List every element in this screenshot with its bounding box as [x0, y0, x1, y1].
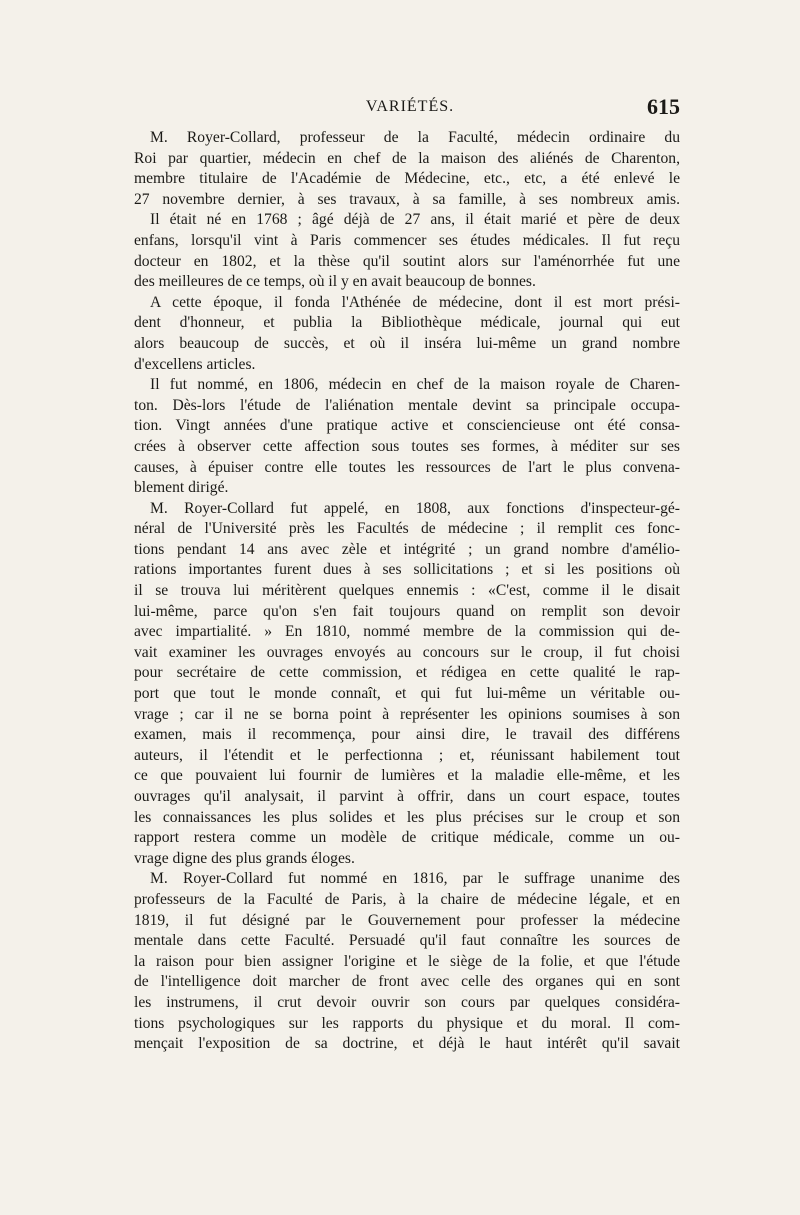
- text-line: ton. Dès-lors l'étude de l'aliénation mentale devint sa principale occupa-: [134, 396, 680, 414]
- text-line: pour secrétaire de cette commission, et rédigea en cette qualité le rap-: [134, 664, 680, 682]
- text-line: les instrumens, il crut devoir ouvrir son cours par quelques considéra-: [134, 993, 680, 1011]
- text-line: 1819, il fut désigné par le Gouvernement pour professer la médecine: [134, 911, 680, 929]
- text-line: Roi par quartier, médecin en chef de la maison des aliénés de Charenton,: [134, 149, 680, 167]
- text-line: mençait l'exposition de sa doctrine, et déjà le haut intérêt qu'il savait: [134, 1035, 680, 1053]
- text-line: tions pendant 14 ans avec zèle et intégrité ; un grand nombre d'amélio-: [134, 540, 680, 558]
- text-line: il se trouva lui méritèrent quelques ennemis : «C'est, comme il le disait: [134, 582, 680, 600]
- text-line: des meilleures de ce temps, où il y en avait beaucoup de bonnes.: [134, 273, 536, 291]
- text-line: mentale dans cette Faculté. Persuadé qu'il faut connaître les sources de: [134, 932, 680, 950]
- text-line: port que tout le monde connaît, et qui fut lui-même un véritable ou-: [134, 685, 680, 703]
- text-line: enfans, lorsqu'il vint à Paris commencer ses études médicales. Il fut reçu: [134, 231, 680, 249]
- text-line: avec impartialité. » En 1810, nommé membre de la commission qui de-: [134, 623, 680, 641]
- text-line: tion. Vingt années d'une pratique active et consciencieuse ont été consa-: [134, 417, 680, 435]
- page-number: 615: [647, 94, 680, 119]
- article-text: [134, 128, 680, 1055]
- text-line: de l'intelligence doit marcher de front avec celle des organes qui en sont: [134, 973, 680, 991]
- text-line: tions psychologiques sur les rapports du physique et du moral. Il com-: [134, 1014, 680, 1032]
- text-line: néral de l'Université près les Facultés de médecine ; il remplit ces fonc-: [134, 520, 680, 538]
- text-line: vrage ; car il ne se borna point à représenter les opinions soumises à son: [134, 705, 680, 723]
- text-line: A cette époque, il fonda l'Athénée de médecine, dont il est mort prési-: [150, 293, 680, 311]
- text-line: auteurs, il l'étendit et le perfectionna ; et, réunissant habilement tout: [134, 746, 680, 764]
- running-title: VARIÉTÉS.: [365, 98, 455, 115]
- text-line: la raison pour bien assigner l'origine et le siège de la folie, et que l'étude: [134, 952, 680, 970]
- text-line: membre titulaire de l'Académie de Médecine, etc., etc, a été enlevé le: [134, 170, 680, 188]
- text-line: rations importantes furent dues à ses sollicitations ; et si les positions où: [134, 561, 680, 579]
- text-line: Il était né en 1768 ; âgé déjà de 27 ans, il était marié et père de deux: [150, 211, 680, 229]
- text-line: vait examiner les ouvrages envoyés au concours sur le croup, il fut choisi: [134, 643, 680, 661]
- text-line: dent d'honneur, et publia la Bibliothèque médicale, journal qui eut: [134, 314, 680, 332]
- text-line: vrage digne des plus grands éloges.: [134, 849, 355, 867]
- text-line: crées à observer cette affection sous toutes ses formes, à méditer sur ses: [134, 437, 680, 455]
- text-line: 27 novembre dernier, à ses travaux, à sa famille, à ses nombreux amis.: [134, 190, 680, 208]
- text-line: alors beaucoup de succès, et où il inséra lui-même un grand nombre: [134, 334, 680, 352]
- text-line: ouvrages qu'il analysait, il parvint à offrir, dans un court espace, toutes: [134, 788, 680, 805]
- text-line: blement dirigé.: [134, 479, 229, 497]
- text-line: M. Royer-Collard fut nommé en 1816, par le suffrage unanime des: [150, 870, 680, 888]
- text-line: rapport restera comme un modèle de critique médicale, comme un ou-: [134, 829, 680, 847]
- text-line: M. Royer-Collard, professeur de la Faculté, médecin ordinaire du: [150, 129, 680, 146]
- text-line: examen, mais il recommença, pour ainsi dire, le travail des différens: [134, 726, 680, 744]
- text-line: professeurs de la Faculté de Paris, à la chaire de médecine légale, et en: [134, 890, 680, 908]
- text-line: d'excellens articles.: [134, 355, 256, 373]
- text-line: ce que pouvaient lui fournir de lumières et la maladie elle-même, et les: [134, 767, 680, 785]
- text-line: Il fut nommé, en 1806, médecin en chef de la maison royale de Charen-: [150, 376, 680, 394]
- text-line: docteur en 1802, et la thèse qu'il soutint alors sur l'aménorrhée fut une: [134, 252, 680, 270]
- text-line: causes, à épuiser contre elle toutes les ressources de l'art le plus convena-: [134, 458, 680, 476]
- text-line: lui-même, parce qu'on s'en fait toujours quand on remplit son devoir: [134, 602, 680, 620]
- text-line: les connaissances les plus solides et les plus précises sur le croup et son: [134, 808, 680, 826]
- page-header: [140, 94, 680, 122]
- text-line: M. Royer-Collard fut appelé, en 1808, aux fonctions d'inspecteur-gé-: [150, 499, 680, 517]
